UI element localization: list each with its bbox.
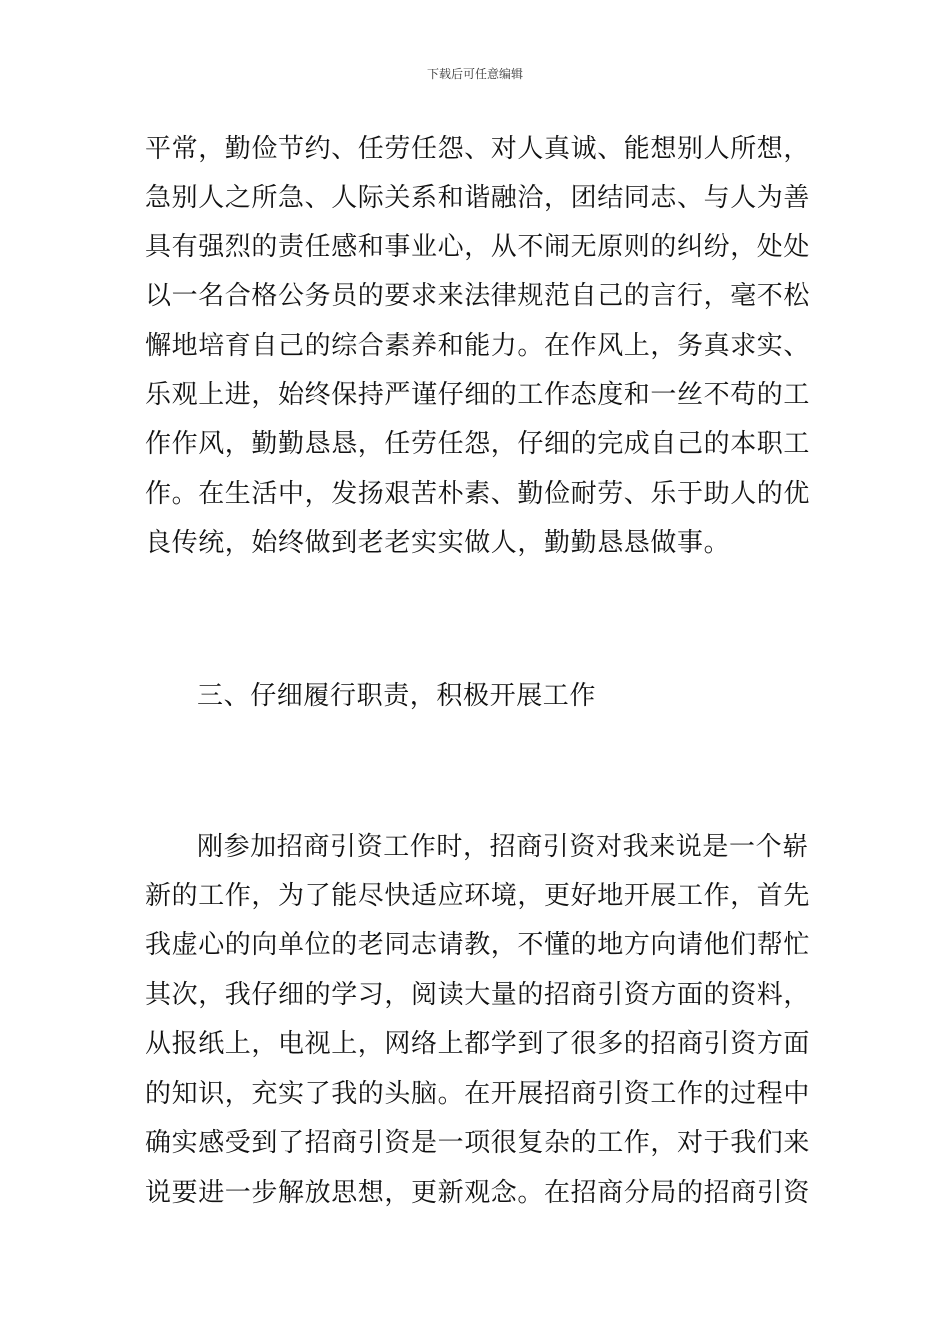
paragraph-line: 刚参加招商引资工作时，招商引资对我来说是一个崭 (197, 832, 809, 862)
page-header: 下载后可任意编辑 (426, 67, 523, 81)
paragraph-line: 乐观上进，始终保持严谨仔细的工作态度和一丝不苟的工 (145, 380, 811, 410)
paragraph-line: 我虚心的向单位的老同志请教，不懂的地方向请他们帮忙 (145, 930, 811, 960)
paragraph-line: 平常，勤俭节约、任劳任怨、对人真诚、能想别人所想， (145, 134, 811, 164)
paragraph-line: 以一名合格公务员的要求来法律规范自己的言行，毫不松 (145, 281, 811, 311)
section-heading: 三、仔细履行职责，积极开展工作 (197, 681, 597, 711)
paragraph-line: 的知识，充实了我的头脑。在开展招商引资工作的过程中 (145, 1079, 811, 1109)
paragraph-line: 良传统，始终做到老老实实做人，勤勤恳恳做事。 (145, 528, 731, 558)
paragraph-line: 作作风，勤勤恳恳，任劳任怨，仔细的完成自己的本职工 (145, 429, 811, 459)
paragraph-line: 其次，我仔细的学习，阅读大量的招商引资方面的资料， (145, 980, 811, 1010)
paragraph-line: 新的工作，为了能尽快适应环境，更好地开展工作，首先 (145, 881, 811, 911)
paragraph-line: 从报纸上，电视上，网络上都学到了很多的招商引资方面 (145, 1029, 811, 1059)
paragraph-line: 作。在生活中，发扬艰苦朴素、勤俭耐劳、乐于助人的优 (145, 479, 811, 509)
paragraph-line: 确实感受到了招商引资是一项很复杂的工作，对于我们来 (145, 1128, 811, 1158)
paragraph-line: 懈地培育自己的综合素养和能力。在作风上，务真求实、 (145, 331, 811, 361)
paragraph-line: 急别人之所急、人际关系和谐融洽，团结同志、与人为善 (145, 183, 811, 213)
paragraph-line: 说要进一步解放思想，更新观念。在招商分局的招商引资 (145, 1178, 811, 1208)
paragraph-line: 具有强烈的责任感和事业心，从不闹无原则的纠纷，处处 (145, 232, 811, 262)
